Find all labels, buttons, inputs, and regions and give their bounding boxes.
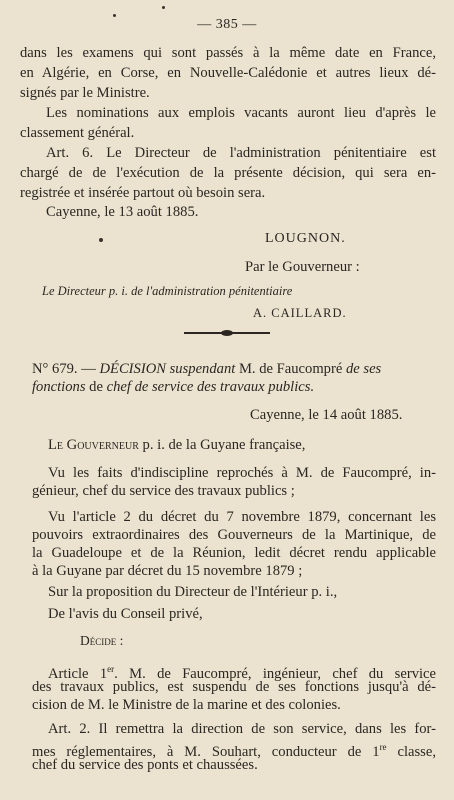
date-line: Cayenne, le 13 août 1885. <box>46 204 199 220</box>
article-6-line: registrée et insérée partout où besoin sera. <box>20 185 266 201</box>
article-2-line: Art. 2. Il remettra la direction de son service, dans les for- <box>48 721 436 737</box>
article-2-line: chef du service des ponts et chaussées. <box>32 757 258 773</box>
vu-line: la Guadeloupe et de la Réunion, ledit décret rendu applicable <box>32 545 436 561</box>
ink-speck <box>162 6 165 9</box>
article-6-line: Art. 6. Le Directeur de l'administration pénitentiaire est <box>46 145 436 161</box>
decision-heading-2: fonctions de chef de service des travaux publics. <box>32 379 315 395</box>
text-line: en Algérie, en Corse, en Nouvelle-Calédonie et autres lieux dé- <box>20 65 436 81</box>
signature-name: LOUGNON. <box>265 231 346 246</box>
vu-line: pouvoirs extraordinaires des Gouverneurs de la Martinique, de <box>32 527 436 543</box>
text-line: signés par le Ministre. <box>20 85 150 101</box>
article-1-line: cision de M. le Ministre de la marine et des colonies. <box>32 697 341 713</box>
ink-speck <box>99 238 103 242</box>
article-6-line: chargé de de l'exécution de la présente décision, qui sera en- <box>20 165 436 181</box>
text-line: Les nominations aux emplois vacants auront lieu d'après le <box>46 105 436 121</box>
decide-heading: Décide : <box>80 633 124 648</box>
vu-line: Vu l'article 2 du décret du 7 novembre 1879, concernant les <box>48 509 436 525</box>
decision-date: Cayenne, le 14 août 1885. <box>250 407 403 423</box>
council-line: De l'avis du Conseil privé, <box>48 606 203 622</box>
governor-line: Le Gouverneur p. i. de la Guyane française, <box>48 437 306 453</box>
vu-line: Vu les faits d'indiscipline reprochés à M. de Faucompré, in- <box>48 465 436 481</box>
page-number: — 385 — <box>197 17 257 32</box>
signature-name-2: A. CAILLARD. <box>253 306 347 320</box>
ornament-divider <box>184 330 270 336</box>
article-1-line: des travaux publics, est suspendu de ses fonctions jusqu'à dé- <box>32 679 436 695</box>
proposal-line: Sur la proposition du Directeur de l'Intérieur p. i., <box>48 584 338 600</box>
vu-line: génieur, chef du service des travaux publics ; <box>32 483 295 499</box>
article-1-line: Article 1er. M. de Faucompré, ingénieur, chef du service <box>48 664 437 682</box>
text-line: dans les examens qui sont passés à la même date en France, <box>20 45 436 61</box>
article-2-line: mes réglementaires, à M. Souhart, conducteur de 1re classe, <box>32 742 436 760</box>
text-line: classement général. <box>20 125 135 141</box>
vu-line: à la Guyane par décret du 15 novembre 1879 ; <box>32 563 303 579</box>
decision-heading: N° 679. — DÉCISION suspendant M. de Faucompré de ses <box>32 361 382 377</box>
signature-par: Par le Gouverneur : <box>245 259 360 275</box>
signature-title: Le Directeur p. i. de l'administration pénitentiaire <box>42 284 293 298</box>
